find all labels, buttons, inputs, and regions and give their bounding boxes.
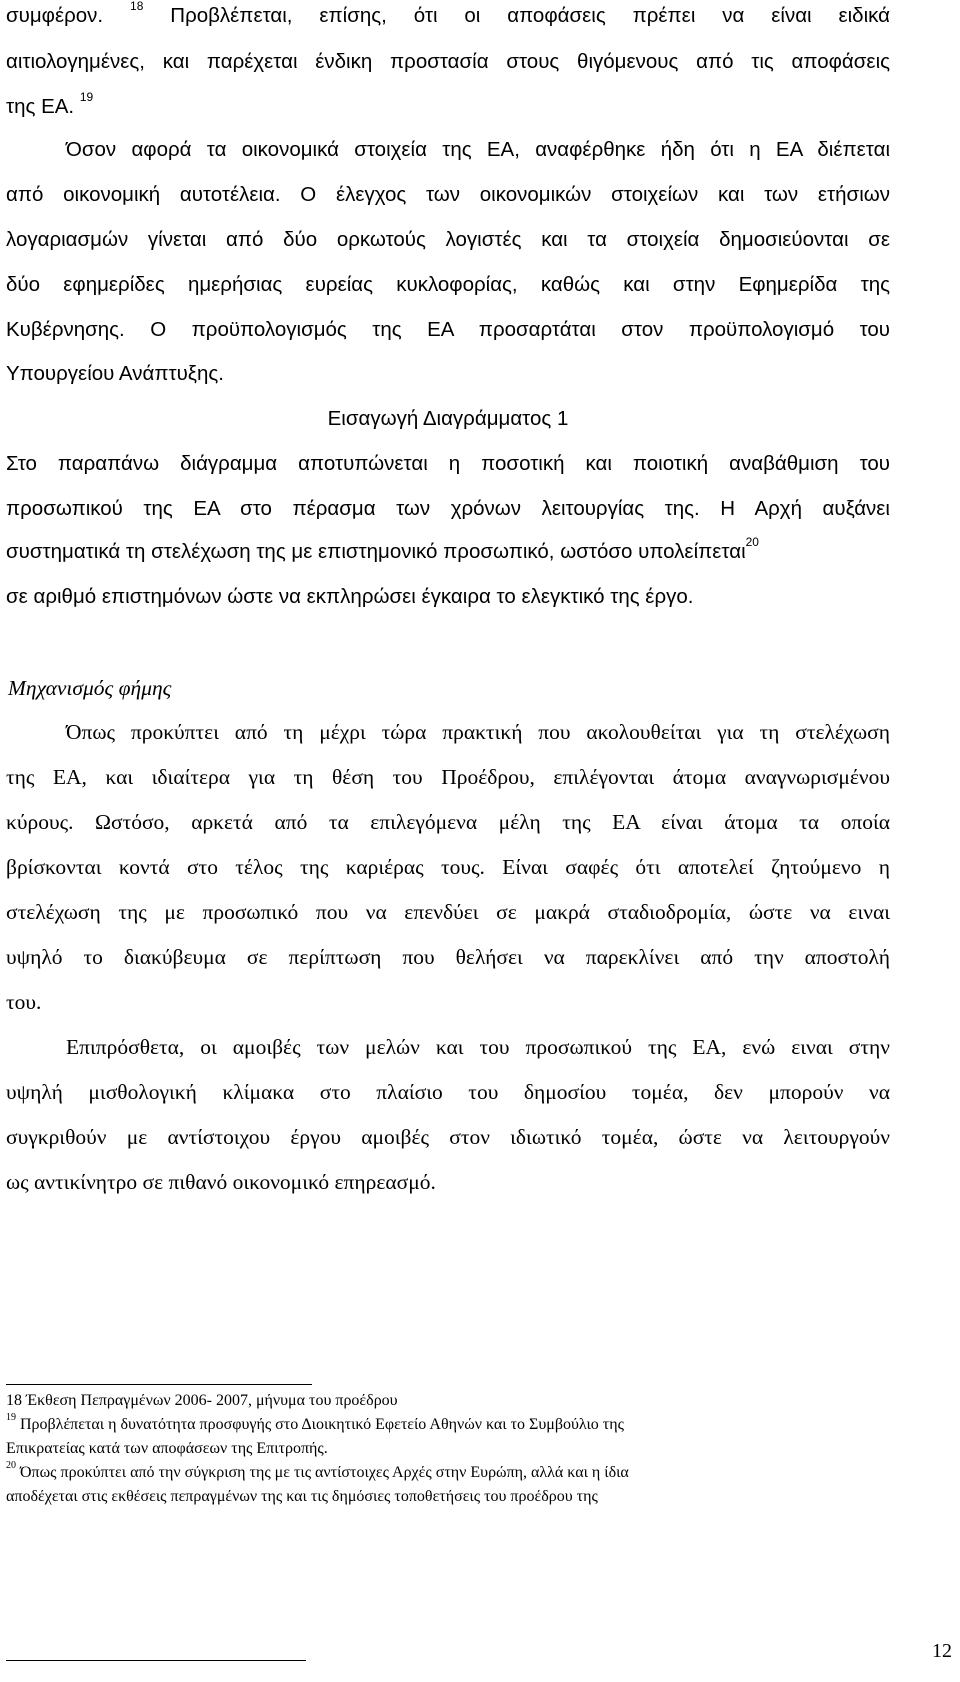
paragraph-line: Όσον αφορά τα οικονομικά στοιχεία της ΕΑ, αναφέρθηκε ήδη ότι η ΕΑ διέπεται bbox=[66, 138, 890, 161]
diagram-caption: Εισαγωγή Διαγράμματος 1 bbox=[327, 407, 569, 430]
paragraph-line: Όπως προκύπτει από τη μέχρι τώρα πρακτική που ακολουθείται για τη στελέχωση bbox=[66, 720, 890, 744]
paragraph-line: προσωπικού της ΕΑ στο πέρασμα των χρόνων λειτουργίας της. Η Αρχή αυξάνει bbox=[6, 497, 890, 520]
paragraph-line: λογαριασμών γίνεται από δύο ορκωτούς λογιστές και τα στοιχεία δημοσιεύονται σε bbox=[6, 228, 890, 251]
footnote-19: $^{19}$ Προβλέπεται η δυνατότητα προσφυγής στο Διοικητικό Εφετείο Αθηνών και το Συμβούλιο της bbox=[6, 1412, 624, 1433]
paragraph-line: σε αριθμό επιστημόνων ώστε να εκπληρώσει έγκαιρα το ελεγκτικό της έργο. bbox=[6, 585, 694, 608]
section-heading: Μηχανισμός φήμης bbox=[8, 676, 172, 700]
paragraph-line: βρίσκονται κοντά στο τέλος της καριέρας τους. Είναι σαφές ότι αποτελεί ζητούμενο η bbox=[6, 855, 890, 879]
paragraph-line: στελέχωση της με προσωπικό που να επενδύει σε μακρά σταδιοδρομία, ώστε να ειναι bbox=[6, 900, 890, 924]
paragraph-line: υψηλό το διακύβευμα σε περίπτωση που θελήσει να παρεκλίνει από την αποστολή bbox=[6, 945, 890, 969]
footnote-ref-20: 20 bbox=[745, 535, 759, 549]
page-bottom-rule bbox=[6, 1660, 306, 1661]
paragraph-line: συστηματικά τη στελέχωση της με επιστημονικό προσωπικό, ωστόσο υπολείπεται$^{20}$ bbox=[6, 535, 759, 563]
paragraph-line: του. bbox=[6, 990, 42, 1014]
paragraph-line: της ΕΑ. $^{19}$ bbox=[6, 90, 94, 118]
paragraph-line: από οικονομική αυτοτέλεια. Ο έλεγχος των οικονομικών στοιχείων και των ετήσιων bbox=[6, 183, 890, 206]
footnote-20-cont: αποδέχεται στις εκθέσεις πεπραγμένων της και τις δημόσιες τοποθετήσεις του προέδρου της bbox=[6, 1488, 598, 1505]
footnote-ref-19: 19 bbox=[79, 90, 94, 104]
paragraph-line: δύο εφημερίδες ημερήσιας ευρείας κυκλοφορίας, καθώς και στην Εφημερίδα της bbox=[6, 273, 890, 296]
paragraph-line: αιτιολογημένες, και παρέχεται ένδικη προστασία στους θιγόμενους από τις αποφάσεις bbox=[6, 50, 890, 73]
footnote-18: 18 Έκθεση Πεπραγμένων 2006- 2007, μήνυμα του προέδρου bbox=[6, 1392, 398, 1409]
paragraph-line: Κυβέρνησης. Ο προϋπολογισμός της ΕΑ προσαρτάται στον προϋπολογισμό του bbox=[6, 318, 890, 341]
footnote-19-cont: Επικρατείας κατά των αποφάσεων της Επιτροπής. bbox=[6, 1440, 328, 1457]
paragraph-line: ως αντικίνητρο σε πιθανό οικονομικό επηρεασμό. bbox=[6, 1170, 436, 1194]
paragraph-line: Επιπρόσθετα, οι αμοιβές των μελών και του προσωπικού της ΕΑ, ενώ ειναι στην bbox=[66, 1035, 890, 1059]
paragraph-line: υψηλή μισθολογική κλίμακα στο πλαίσιο του δημοσίου τομέα, δεν μπορούν να bbox=[6, 1080, 890, 1104]
page-number: 12 bbox=[932, 1640, 952, 1662]
footnote-20: $^{20}$ Όπως προκύπτει από την σύγκριση της με τις αντίστοιχες Αρχές στην Ευρώπη, αλλά και η ίδια bbox=[6, 1460, 629, 1481]
paragraph-line: Υπουργείου Ανάπτυξης. bbox=[6, 362, 224, 385]
footnote-ref-18: 18 bbox=[130, 0, 144, 13]
footnote-separator bbox=[6, 1384, 312, 1385]
paragraph-line: συμφέρον. $^{18}$ Προβλέπεται, επίσης, ότι οι αποφάσεις πρέπει να είναι ειδικά bbox=[6, 0, 890, 27]
paragraph-line: της ΕΑ, και ιδιαίτερα για τη θέση του Προέδρου, επιλέγονται άτομα αναγνωρισμένου bbox=[6, 765, 890, 789]
paragraph-line: Στο παραπάνω διάγραμμα αποτυπώνεται η ποσοτική και ποιοτική αναβάθμιση του bbox=[6, 452, 890, 475]
paragraph-line: κύρους. Ωστόσο, αρκετά από τα επιλεγόμενα μέλη της ΕΑ είναι άτομα τα οποία bbox=[6, 810, 890, 834]
paragraph-line: συγκριθούν με αντίστοιχου έργου αμοιβές στον ιδιωτικό τομέα, ώστε να λειτουργούν bbox=[6, 1125, 890, 1149]
